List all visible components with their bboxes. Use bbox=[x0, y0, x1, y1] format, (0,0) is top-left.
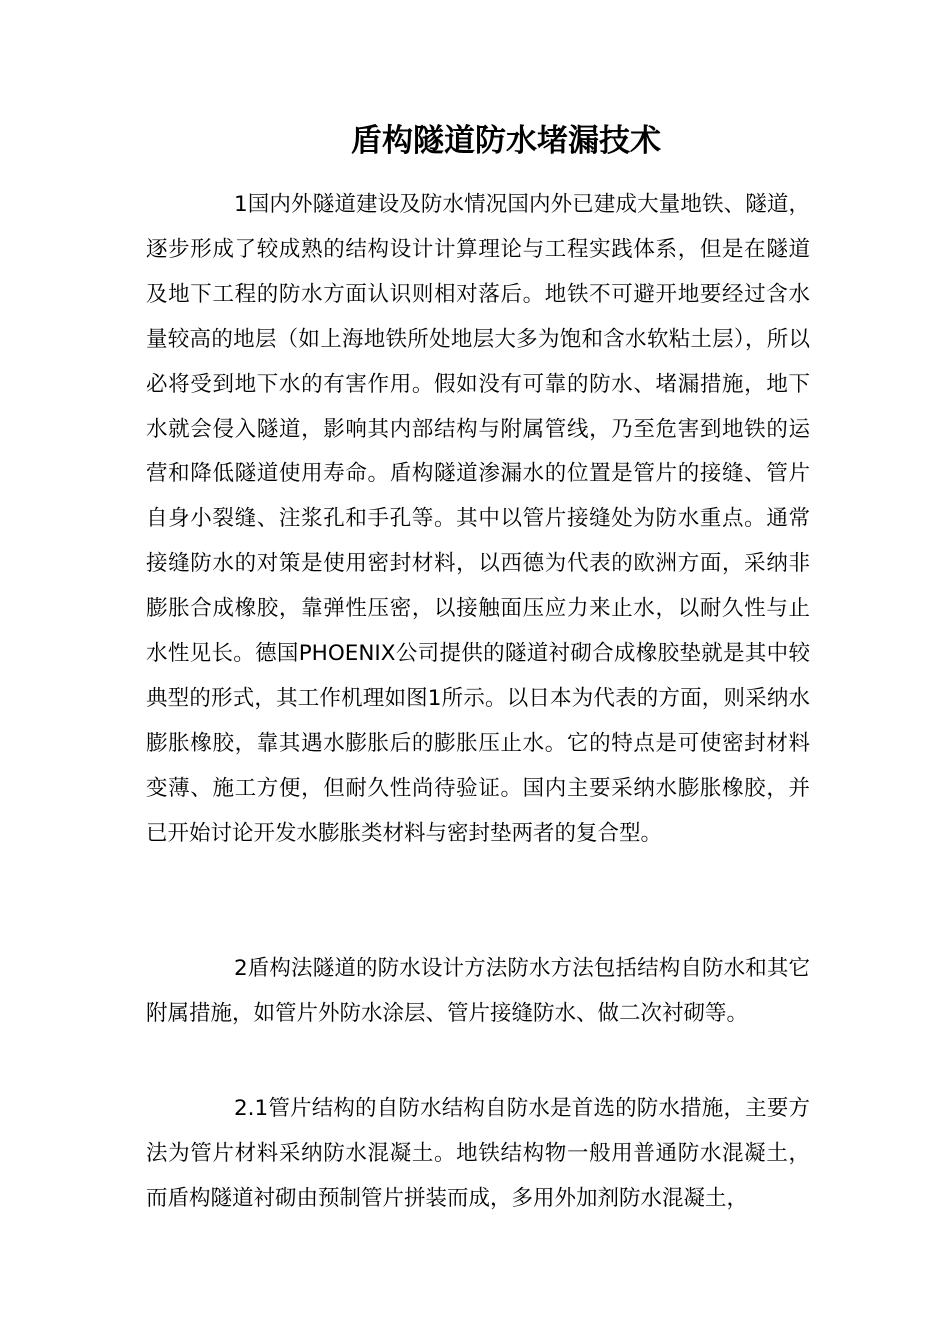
paragraph-shield-tunnel-design-method: 2盾构法隧道的防水设计方法防水方法包括结构自防水和其它附属措施，如管片外防水涂层、管片接缝防水、做二次衬砌等。 bbox=[146, 956, 810, 1026]
paragraph-segment-self-waterproofing: 2.1管片结构的自防水结构自防水是首选的防水措施，主要方法为管片材料采纳防水混凝土。地铁结构物一般用普通防水混凝土，而盾构隧道衬砌由预制管片拼装而成，多用外加剂防水混凝土， bbox=[146, 1096, 810, 1211]
paragraph-tunnel-waterproofing-overview: 1国内外隧道建设及防水情况国内外已建成大量地铁、隧道，逐步形成了较成熟的结构设计计算理论与工程实践体系，但是在隧道及地下工程的防水方面认识则相对落后。地铁不可避开地要经过含水量较高的地层（如上海地铁所处地层大多为饱和含水软粘土层），所以必将受到地下水的有害作用。假如没有可靠的防水、堵漏措施，地下水就会侵入隧道，影响其内部结构与附属管线，乃至危害到地铁的运营和降低隧道使用寿命。盾构隧道渗漏水的位置是管片的接缝、管片自身小裂缝、注浆孔和手孔等。其中以管片接缝处为防水重点。通常接缝防水的对策是使用密封材料，以西德为代表的欧洲方面，采纳非膨胀合成橡胶，靠弹性压密，以接触面压应力来止水，以耐久性与止水性见长。德国PHOENIX公司提供的隧道衬砌合成橡胶垫就是其中较典型的形式，其工作机理如图1所示。以日本为代表的方面，则采纳水膨胀橡胶，靠其遇水膨胀后的膨胀压止水。它的特点是可使密封材料变薄、施工方便，但耐久性尚待验证。国内主要采纳水膨胀橡胶，并已开始讨论开发水膨胀类材料与密封垫两者的复合型。 bbox=[146, 192, 810, 846]
document-title: 盾构隧道防水堵漏技术 bbox=[351, 123, 661, 159]
